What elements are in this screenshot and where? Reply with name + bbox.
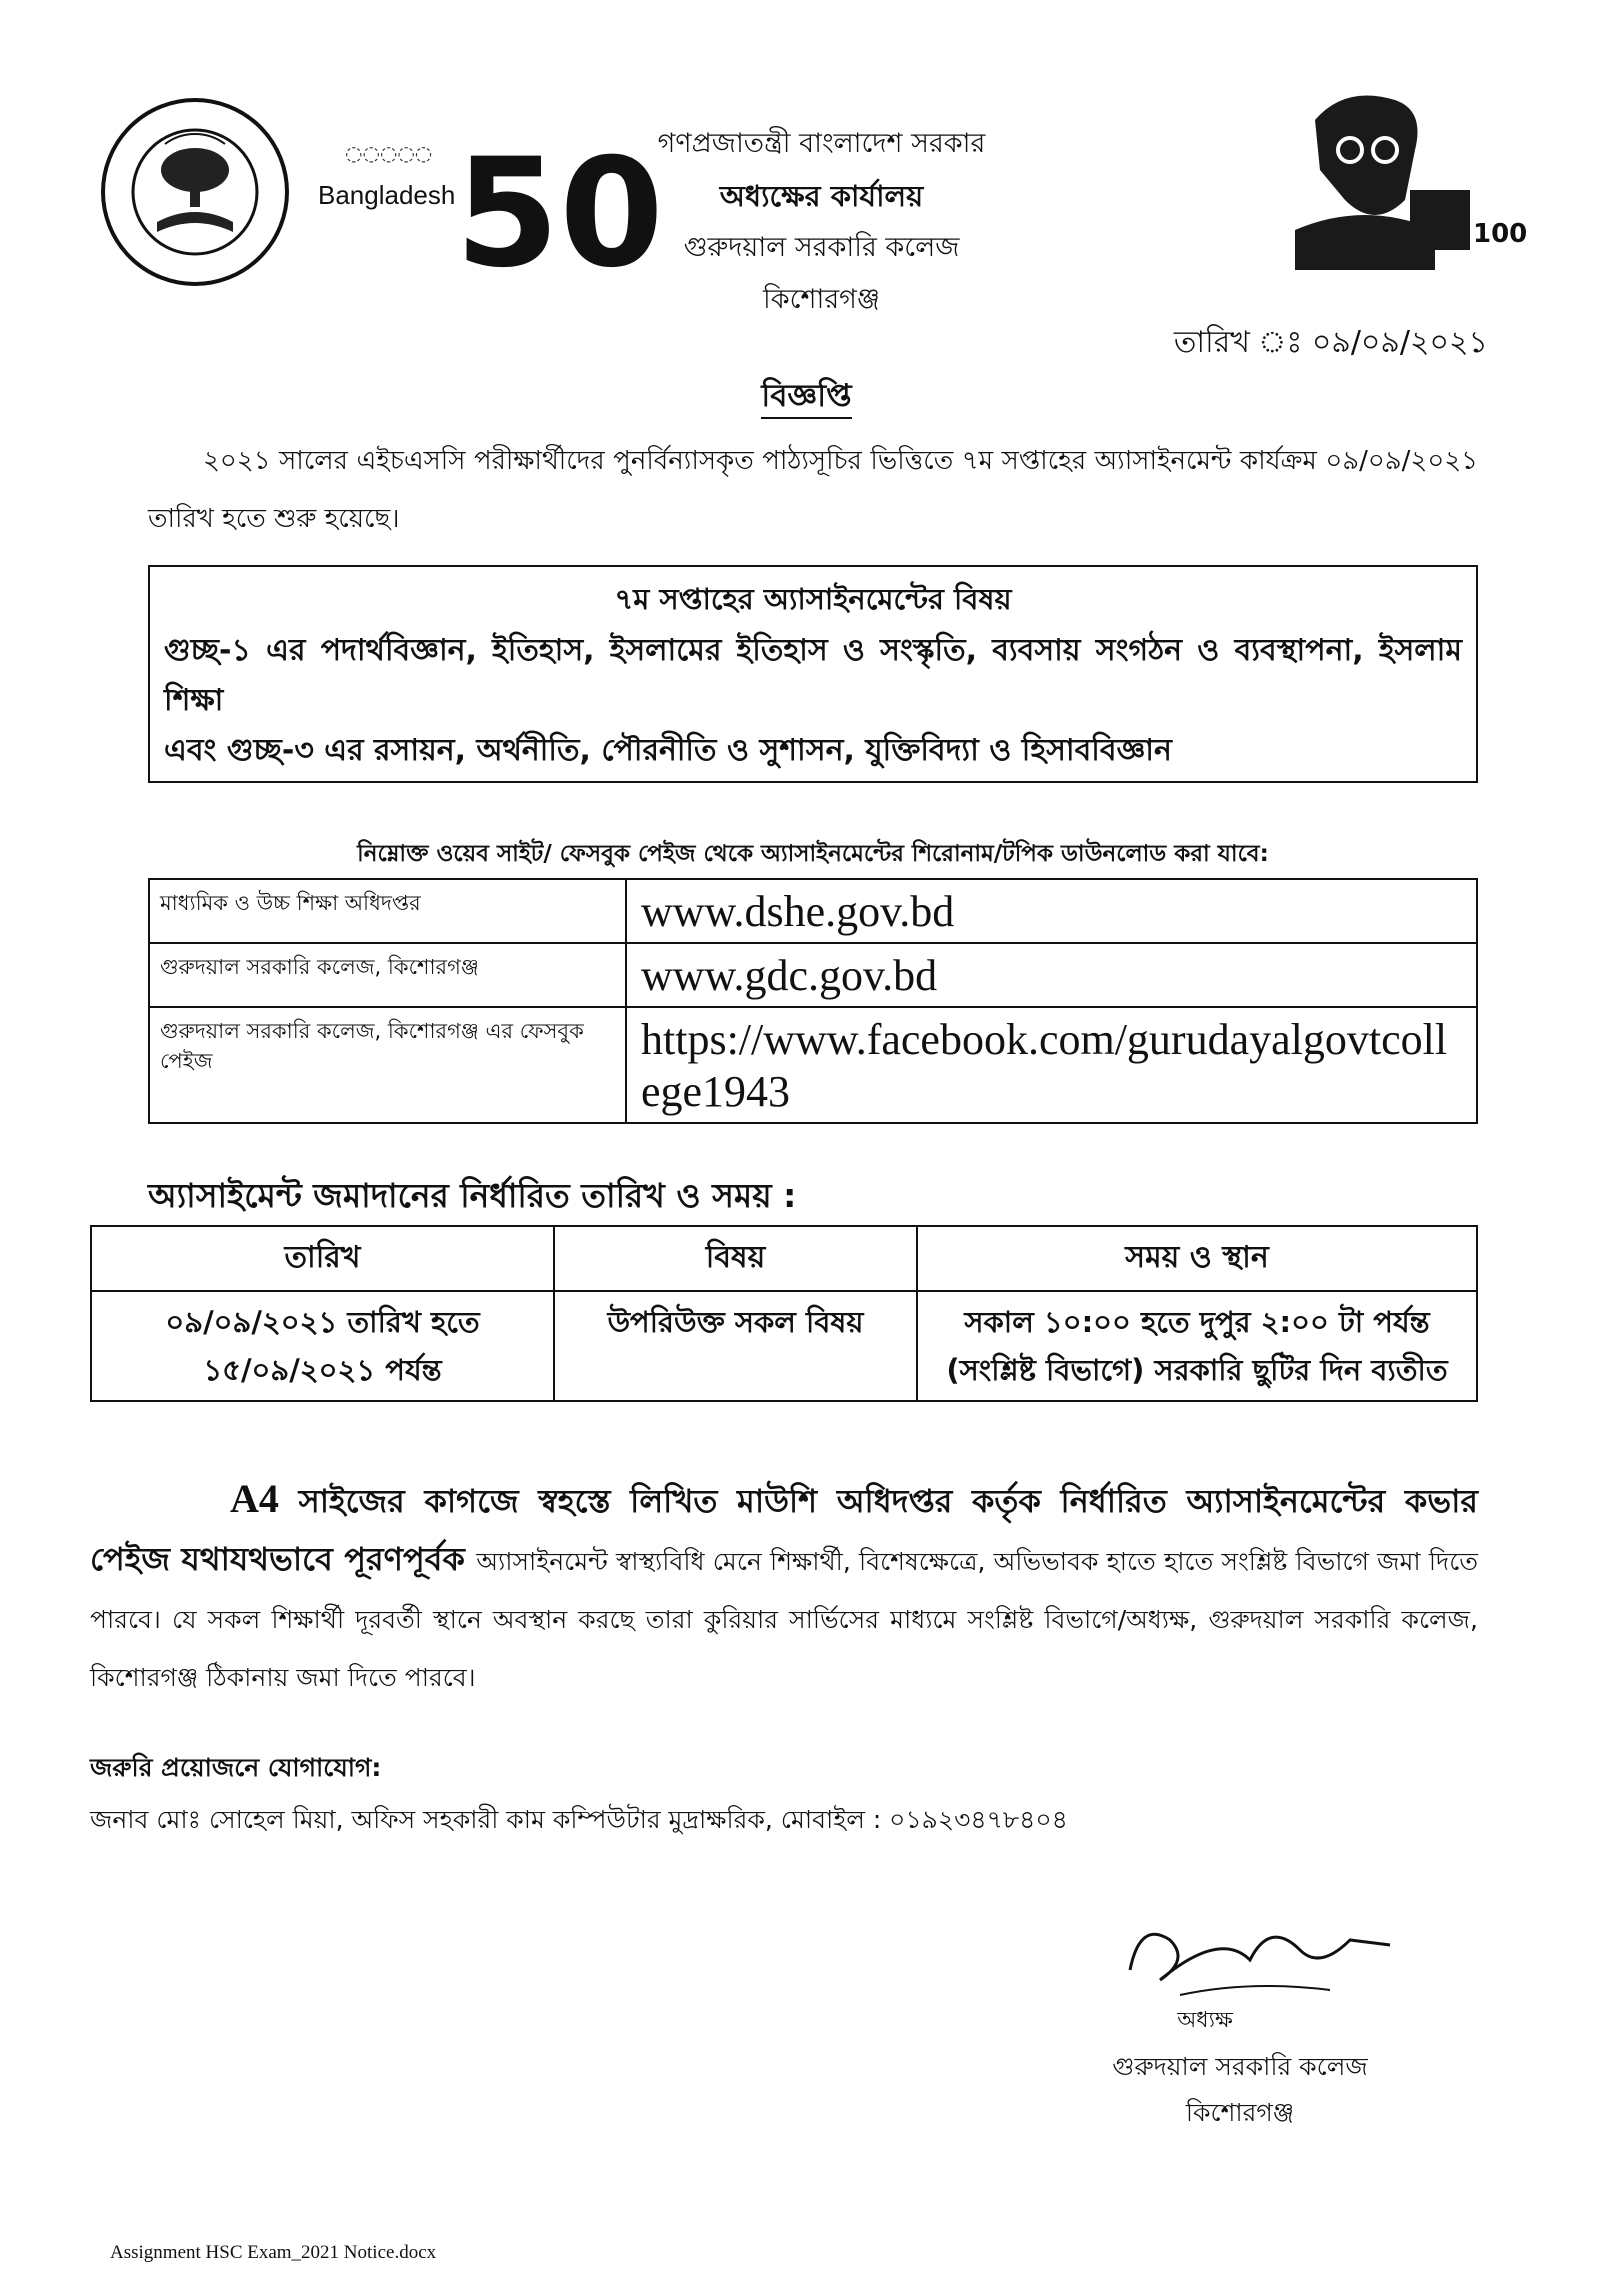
header-line-office: অধ্যক্ষের কার্যালয় [719, 179, 924, 213]
notice-date: তারিখ ঃ ০৯/০৯/২০২১ [1173, 325, 1488, 360]
websites-table [148, 878, 1478, 1124]
instructions-rest: অ্যাসাইনমেন্ট স্বাস্থ্যবিধি মেনে শিক্ষার্থী, বিশেষক্ষেত্রে, অভিভাবক হাতে হাতে সংশ্লিষ্ট বিভাগে জমা দিতে পারবে। যে সকল শিক্ষার্থী দূরবর্তী স্থানে অবস্থান করছে তারা কুরিয়ার সার্ভিসের মাধ্যমে সংশ্লিষ্ট বিভাগে/অধ্যক্ষ, গুরুদয়াল সরকারি কলেজ, কিশোরগঞ্জ ঠিকানায় জমা দিতে পারবে। [90, 1547, 1478, 1692]
website-label: মাধ্যমিক ও উচ্চ শিক্ষা অধিদপ্তর [149, 879, 626, 943]
submission-date: ০৯/০৯/২০২১ তারিখ হতে ১৫/০৯/২০২১ পর্যন্ত [91, 1291, 554, 1401]
notice-title [0, 372, 1613, 424]
svg-text:50: 50 [455, 127, 664, 301]
signature-place: কিশোরগঞ্জ [1185, 2098, 1295, 2127]
table-row [91, 1291, 1477, 1401]
contact-heading: জরুরি প্রয়োজনে যোগাযোগ: [90, 1753, 382, 1782]
website-label: গুরুদয়াল সরকারি কলেজ, কিশোরগঞ্জ [149, 943, 626, 1007]
websites-caption: নিম্নোক্ত ওয়েব সাইট/ ফেসবুক পেইজ থেকে অ্যাসাইনমেন্টের শিরোনাম/টপিক ডাউনলোড করা যাবে: [357, 841, 1269, 867]
signature-role: অধ্যক্ষ [1177, 2008, 1233, 2033]
column-header-time-place: সময় ও স্থান [917, 1226, 1477, 1291]
signature-block [1040, 2008, 1440, 2136]
column-header-date: তারিখ [91, 1226, 554, 1291]
notice-title-text: বিজ্ঞপ্তি [761, 378, 851, 419]
svg-text:◌◌◌◌◌: ◌◌◌◌◌ [345, 141, 433, 165]
logo-caption: Bangladesh [318, 180, 456, 210]
office-header [0, 118, 1613, 326]
submission-caption: অ্যাসাইমেন্ট জমাদানের নির্ধারিত তারিখ ও সময় : [148, 1176, 797, 1215]
svg-text:100: 100 [1473, 219, 1528, 249]
intro-paragraph: ২০২১ সালের এইচএসসি পরীক্ষার্থীদের পুনর্বিন্যাসকৃত পাঠ্যসূচির ভিত্তিতে ৭ম সপ্তাহের অ্যাসাইনমেন্ট কার্যক্রম ০৯/০৯/২০২১ তারিখ হতে শুরু হয়েছে। [148, 446, 1478, 534]
table-row [149, 943, 1477, 1007]
instructions-bold-text: সাইজের কাগজে স্বহস্তে লিখিত মাউশি অধিদপ্তর কর্তৃক নির্ধারিত অ্যাসাইনমেন্টের কভার পেইজ যথাযথভাবে পূরণপূর্বক [90, 1482, 1479, 1578]
paper-size: A4 [230, 1476, 279, 1521]
instructions-paragraph [90, 1470, 1478, 1704]
subject-line-group3: এবং গুচ্ছ-৩ এর রসায়ন, অর্থনীতি, পৌরনীতি ও সুশাসন, যুক্তিবিদ্যা ও হিসাববিজ্ঞান [164, 733, 1172, 768]
subject-box-title: ৭ম সপ্তাহের অ্যাসাইনমেন্টের বিষয় [614, 582, 1012, 616]
submission-table [90, 1225, 1478, 1402]
subject-box [148, 565, 1478, 783]
website-link[interactable]: www.gdc.gov.bd [626, 943, 1477, 1007]
document-filename: Assignment HSC Exam_2021 Notice.docx [110, 2242, 437, 2263]
submission-subject: উপরিউক্ত সকল বিষয় [554, 1291, 917, 1401]
submission-time-place: সকাল ১০:০০ হতে দুপুর ২:০০ টা পর্যন্ত (সংশ্লিষ্ট বিভাগে) সরকারি ছুটির দিন ব্যতীত [917, 1291, 1477, 1401]
subject-line-group1: গুচ্ছ-১ এর পদার্থবিজ্ঞান, ইতিহাস, ইসলামের ইতিহাস ও সংস্কৃতি, ব্যবসায় সংগঠন ও ব্যবস্থাপনা, ইসলাম শিক্ষা [164, 633, 1462, 718]
website-link[interactable]: https://www.facebook.com/gurudayalgovtcollege1943 [626, 1007, 1477, 1123]
header-line-government: গণপ্রজাতন্ত্রী বাংলাদেশ সরকার [657, 128, 986, 159]
table-header-row [91, 1226, 1477, 1291]
contact-details: জনাব মোঃ সোহেল মিয়া, অফিস সহকারী কাম কম্পিউটার মুদ্রাক্ষরিক, মোবাইল : ০১৯২৩৪৭৮৪০৪ [90, 1805, 1068, 1834]
table-row [149, 879, 1477, 943]
header-line-college: গুরুদয়াল সরকারি কলেজ [683, 232, 960, 263]
website-label: গুরুদয়াল সরকারি কলেজ, কিশোরগঞ্জ এর ফেসবুক পেইজ [149, 1007, 626, 1123]
table-row [149, 1007, 1477, 1123]
instructions-bold [90, 1470, 1478, 1704]
header-line-district: কিশোরগঞ্জ [763, 284, 880, 315]
website-link[interactable]: www.dshe.gov.bd [626, 879, 1477, 943]
column-header-subject: বিষয় [554, 1226, 917, 1291]
signature-org: গুরুদয়াল সরকারি কলেজ [1112, 2052, 1368, 2081]
